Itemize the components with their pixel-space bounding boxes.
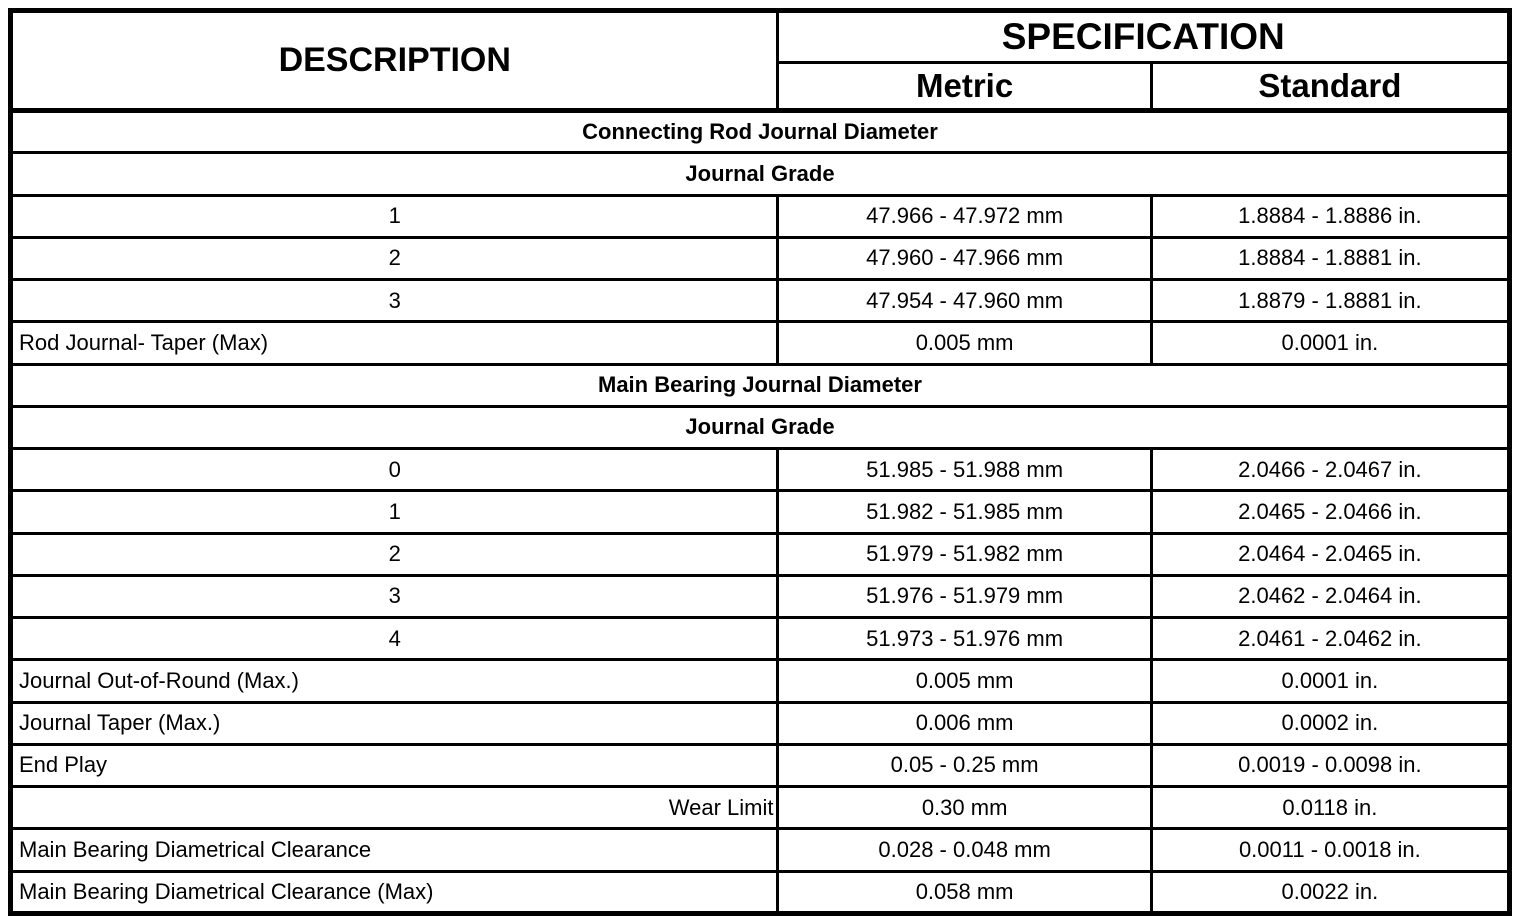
row-description: Journal Out-of-Round (Max.)	[11, 660, 778, 702]
row-metric-value: 51.979 - 51.982 mm	[778, 533, 1151, 575]
row-description: 3	[11, 280, 778, 322]
row-standard-value: 0.0022 in.	[1151, 871, 1509, 914]
table-row	[11, 618, 1510, 660]
row-metric-value: 0.005 mm	[778, 322, 1151, 364]
table-row	[11, 829, 1510, 871]
row-standard-value: 0.0001 in.	[1151, 660, 1509, 702]
table-row	[11, 322, 1510, 364]
row-metric-value: 51.973 - 51.976 mm	[778, 618, 1151, 660]
row-description: 3	[11, 575, 778, 617]
row-description: Main Bearing Diametrical Clearance (Max)	[11, 871, 778, 914]
row-standard-value: 2.0466 - 2.0467 in.	[1151, 449, 1509, 491]
row-standard-value: 2.0464 - 2.0465 in.	[1151, 533, 1509, 575]
section-label: Journal Grade	[11, 153, 1510, 195]
table-row	[11, 280, 1510, 322]
row-standard-value: 2.0465 - 2.0466 in.	[1151, 491, 1509, 533]
row-standard-value: 2.0461 - 2.0462 in.	[1151, 618, 1509, 660]
row-description: Wear Limit	[11, 787, 778, 829]
table-row	[11, 449, 1510, 491]
row-standard-value: 2.0462 - 2.0464 in.	[1151, 575, 1509, 617]
row-metric-value: 51.985 - 51.988 mm	[778, 449, 1151, 491]
row-description: 1	[11, 195, 778, 237]
row-description: 0	[11, 449, 778, 491]
row-metric-value: 47.960 - 47.966 mm	[778, 237, 1151, 279]
row-description: Main Bearing Diametrical Clearance	[11, 829, 778, 871]
table-row	[11, 575, 1510, 617]
row-description: 1	[11, 491, 778, 533]
row-metric-value: 47.966 - 47.972 mm	[778, 195, 1151, 237]
description-header: DESCRIPTION	[11, 11, 778, 111]
row-metric-value: 51.982 - 51.985 mm	[778, 491, 1151, 533]
row-description: Journal Taper (Max.)	[11, 702, 778, 744]
row-standard-value: 1.8884 - 1.8881 in.	[1151, 237, 1509, 279]
row-metric-value: 0.005 mm	[778, 660, 1151, 702]
row-description: 4	[11, 618, 778, 660]
table-row	[11, 702, 1510, 744]
table-row	[11, 195, 1510, 237]
row-standard-value: 0.0011 - 0.0018 in.	[1151, 829, 1509, 871]
row-metric-value: 0.05 - 0.25 mm	[778, 744, 1151, 786]
row-metric-value: 0.028 - 0.048 mm	[778, 829, 1151, 871]
specification-header: SPECIFICATION	[778, 11, 1510, 63]
section-label: Journal Grade	[11, 406, 1510, 448]
row-metric-value: 51.976 - 51.979 mm	[778, 575, 1151, 617]
table-row	[11, 491, 1510, 533]
section-row	[11, 111, 1510, 153]
row-standard-value: 0.0019 - 0.0098 in.	[1151, 744, 1509, 786]
header-row-top	[11, 11, 1510, 63]
section-label: Connecting Rod Journal Diameter	[11, 111, 1510, 153]
table-row	[11, 237, 1510, 279]
section-row	[11, 364, 1510, 406]
row-metric-value: 0.30 mm	[778, 787, 1151, 829]
table-row	[11, 533, 1510, 575]
table-row	[11, 871, 1510, 914]
row-description: End Play	[11, 744, 778, 786]
row-standard-value: 0.0002 in.	[1151, 702, 1509, 744]
row-description: 2	[11, 237, 778, 279]
section-row	[11, 406, 1510, 448]
standard-header: Standard	[1151, 63, 1509, 111]
row-standard-value: 1.8879 - 1.8881 in.	[1151, 280, 1509, 322]
row-description: 2	[11, 533, 778, 575]
table-row	[11, 660, 1510, 702]
section-label: Main Bearing Journal Diameter	[11, 364, 1510, 406]
specification-table	[8, 8, 1512, 916]
row-metric-value: 0.006 mm	[778, 702, 1151, 744]
metric-header: Metric	[778, 63, 1151, 111]
row-standard-value: 1.8884 - 1.8886 in.	[1151, 195, 1509, 237]
row-standard-value: 0.0001 in.	[1151, 322, 1509, 364]
row-metric-value: 47.954 - 47.960 mm	[778, 280, 1151, 322]
table-row	[11, 744, 1510, 786]
section-row	[11, 153, 1510, 195]
table-row	[11, 787, 1510, 829]
row-standard-value: 0.0118 in.	[1151, 787, 1509, 829]
row-description: Rod Journal- Taper (Max)	[11, 322, 778, 364]
row-metric-value: 0.058 mm	[778, 871, 1151, 914]
